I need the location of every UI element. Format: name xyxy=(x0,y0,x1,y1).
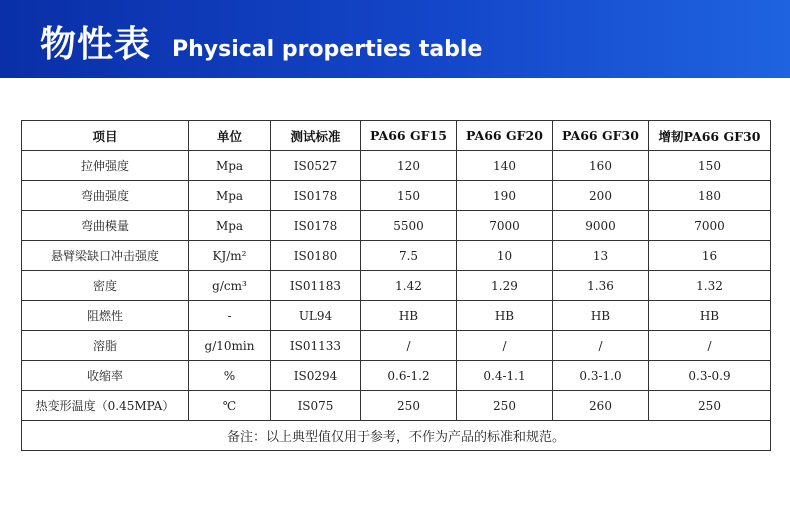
table-cell: 0.4-1.1 xyxy=(457,361,553,391)
table-cell: 250 xyxy=(457,391,553,421)
table-row xyxy=(22,301,771,331)
table-cell: Mpa xyxy=(189,211,271,241)
table-row xyxy=(22,211,771,241)
table-cell: IS075 xyxy=(271,391,361,421)
header-unit: 单位 xyxy=(189,121,271,151)
table-row xyxy=(22,181,771,211)
table-cell: 拉伸强度 xyxy=(22,151,189,181)
table-cell: 7000 xyxy=(457,211,553,241)
header-banner xyxy=(0,0,790,78)
table-cell: IS0178 xyxy=(271,181,361,211)
table-cell: 收缩率 xyxy=(22,361,189,391)
table-cell: 16 xyxy=(649,241,771,271)
table-cell: 1.42 xyxy=(361,271,457,301)
table-cell: IS0180 xyxy=(271,241,361,271)
banner-title-en: Physical properties table xyxy=(172,37,483,62)
table-cell: UL94 xyxy=(271,301,361,331)
table-cell: 0.6-1.2 xyxy=(361,361,457,391)
table-cell: IS0178 xyxy=(271,211,361,241)
header-pa66-gf30: PA66 GF30 xyxy=(553,121,649,151)
table-cell: 5500 xyxy=(361,211,457,241)
table-cell: 140 xyxy=(457,151,553,181)
header-pa66-gf15: PA66 GF15 xyxy=(361,121,457,151)
table-row xyxy=(22,241,771,271)
table-cell: 密度 xyxy=(22,271,189,301)
table-cell: 0.3-0.9 xyxy=(649,361,771,391)
table-cell: HB xyxy=(649,301,771,331)
table-cell: ℃ xyxy=(189,391,271,421)
table-note-row xyxy=(22,421,771,451)
header-pa66-gf20: PA66 GF20 xyxy=(457,121,553,151)
table-row xyxy=(22,391,771,421)
table-cell: 250 xyxy=(361,391,457,421)
table-cell: 250 xyxy=(649,391,771,421)
table-cell: 阻燃性 xyxy=(22,301,189,331)
table-cell: 0.3-1.0 xyxy=(553,361,649,391)
table-note: 备注：以上典型值仅用于参考，不作为产品的标准和规范。 xyxy=(22,421,771,451)
header-toughened-pa66-gf30: 增韧PA66 GF30 xyxy=(649,121,771,151)
table-cell: HB xyxy=(553,301,649,331)
table-cell: 160 xyxy=(553,151,649,181)
table-cell: 10 xyxy=(457,241,553,271)
table-cell: 1.36 xyxy=(553,271,649,301)
table-cell: 1.29 xyxy=(457,271,553,301)
table-cell: 弯曲模量 xyxy=(22,211,189,241)
table-cell: - xyxy=(189,301,271,331)
header-item: 项目 xyxy=(22,121,189,151)
table-row xyxy=(22,361,771,391)
table-cell: 7.5 xyxy=(361,241,457,271)
table-cell: % xyxy=(189,361,271,391)
table-cell: 溶脂 xyxy=(22,331,189,361)
table-row xyxy=(22,331,771,361)
table-cell: 悬臂梁缺口冲击强度 xyxy=(22,241,189,271)
table-cell: 弯曲强度 xyxy=(22,181,189,211)
header-test-standard: 测试标准 xyxy=(271,121,361,151)
banner-title-cn: 物性表 xyxy=(40,24,152,65)
table-cell: / xyxy=(649,331,771,361)
table-cell: IS0527 xyxy=(271,151,361,181)
table-cell: 热变形温度（0.45MPA） xyxy=(22,391,189,421)
table-cell: / xyxy=(553,331,649,361)
table-cell: g/cm³ xyxy=(189,271,271,301)
table-cell: 9000 xyxy=(553,211,649,241)
table-cell: IS0294 xyxy=(271,361,361,391)
table-header-row xyxy=(22,121,771,151)
table-cell: 180 xyxy=(649,181,771,211)
table-cell: 200 xyxy=(553,181,649,211)
table-cell: 260 xyxy=(553,391,649,421)
table-cell: Mpa xyxy=(189,181,271,211)
table-cell: HB xyxy=(457,301,553,331)
table-cell: KJ/m² xyxy=(189,241,271,271)
table-cell: 120 xyxy=(361,151,457,181)
table-cell: IS01183 xyxy=(271,271,361,301)
table-cell: / xyxy=(361,331,457,361)
properties-table xyxy=(21,120,771,451)
table-cell: 7000 xyxy=(649,211,771,241)
table-row xyxy=(22,151,771,181)
table-cell: 150 xyxy=(649,151,771,181)
table-cell: Mpa xyxy=(189,151,271,181)
table-cell: / xyxy=(457,331,553,361)
table-cell: HB xyxy=(361,301,457,331)
table-cell: 150 xyxy=(361,181,457,211)
table-cell: 1.32 xyxy=(649,271,771,301)
table-row xyxy=(22,271,771,301)
table-cell: g/10min xyxy=(189,331,271,361)
table-cell: IS01133 xyxy=(271,331,361,361)
table-cell: 13 xyxy=(553,241,649,271)
table-cell: 190 xyxy=(457,181,553,211)
